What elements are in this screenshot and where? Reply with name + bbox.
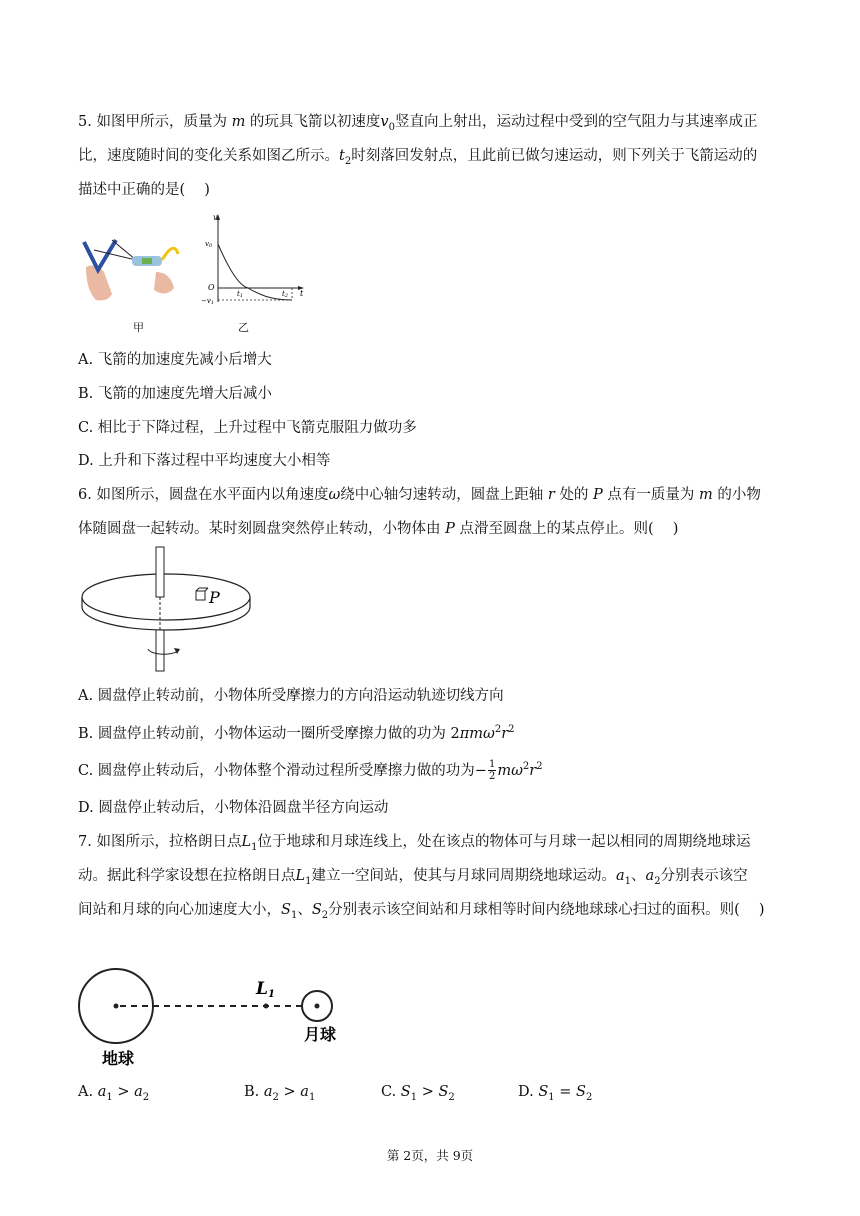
t2-label: t	[282, 290, 285, 298]
q6-option-a: A. 圆盘停止转动前，小物体所受摩擦力的方向沿运动轨迹切线方向	[78, 688, 504, 704]
q5-option-c: C. 相比于下降过程，上升过程中飞箭克服阻力做功多	[78, 420, 417, 436]
q6-option-d: D. 圆盘停止转动后，小物体沿圆盘半径方向运动	[78, 800, 389, 816]
svg-text:L1: L1	[256, 979, 275, 1000]
q7-option-b: B. $a_2 > a_1$	[244, 1084, 316, 1103]
q6-line-2: 体随圆盘一起转动。某时刻圆盘突然停止转动，小物体由 P 点滑至圆盘上的某点停止。则( )	[78, 521, 679, 537]
q5-option-a: A. 飞箭的加速度先减小后增大	[78, 352, 272, 368]
fig-caption-yi: 乙	[238, 321, 249, 334]
svg-text:−v1: −v1	[201, 297, 215, 306]
page-footer: 第 2页，共 9页	[386, 1148, 474, 1163]
slingshot-photo	[76, 222, 188, 302]
velocity-time-graph	[200, 212, 310, 308]
q6-option-c: C. 圆盘停止转动后，小物体整个滑动过程所受摩擦力做的功为− $\frac{1}{2}$ $m\omega^2r^2$	[78, 759, 543, 783]
q5-line-1: 5. 如图甲所示，质量为 m 的玩具飞箭以初速度$v_0$竖直向上射出，运动过程中受到的空气阻力与其速率成正	[78, 114, 758, 133]
q7-line-2: 动。据此科学家设想在拉格朗日点$L_1$建立一空间站，使其与月球同周期绕地球运动。$a_1$、$a_2$分别表示该空	[78, 868, 748, 887]
earth-label: 地球	[102, 1049, 135, 1068]
earth-moon-figure	[76, 968, 356, 1072]
v-axis-label: v	[213, 213, 218, 222]
q6-line-1: 6. 如图所示，圆盘在水平面内以角速度ω绕中心轴匀速转动，圆盘上距轴 r 处的 P 点有一质量为 m 的小物	[78, 487, 761, 503]
q5-option-b: B. 飞箭的加速度先增大后减小	[78, 386, 272, 402]
neg-v1-label: −v	[201, 297, 211, 305]
svg-text:t2: t2	[282, 290, 289, 299]
q6-option-b: B. 圆盘停止转动前，小物体运动一圈所受摩擦力做的功为 $2\pi m\omega^2r^2$	[78, 724, 515, 742]
rotating-disk-figure	[78, 545, 258, 680]
moon-label: 月球	[304, 1025, 337, 1044]
fig-caption-jia: 甲	[133, 321, 144, 334]
svg-text:t1: t1	[237, 290, 244, 299]
q7-line-3: 间站和月球的向心加速度大小，$S_1$、$S_2$分别表示该空间站和月球相等时间内绕地球球心扫过的面积。则( )	[78, 902, 765, 921]
q5-option-d: D. 上升和下落过程中平均速度大小相等	[78, 453, 331, 469]
origin-label: O	[208, 283, 215, 292]
point-P-label: P	[209, 588, 220, 607]
q7-option-d: D. $S_1 = S_2$	[518, 1084, 593, 1103]
t-axis-label: t	[300, 289, 304, 298]
q7-option-c: C. $S_1 > S_2$	[381, 1084, 455, 1103]
L1-label: L	[256, 979, 268, 999]
q5-line-3: 描述中正确的是( )	[78, 182, 210, 198]
t1-label: t	[237, 290, 240, 298]
svg-text:v0: v0	[205, 240, 213, 249]
q7-line-1: 7. 如图所示，拉格朗日点$L_1$位于地球和月球连线上，处在该点的物体可与月球一起以相同的周期绕地球运	[78, 834, 751, 853]
q7-option-a: A. $a_1 > a_2$	[78, 1084, 150, 1103]
q5-line-2: 比，速度随时间的变化关系如图乙所示。$t_2$时刻落回发射点，且此前已做匀速运动，则下列关于飞箭运动的	[78, 148, 758, 167]
v0-label: v	[205, 240, 209, 248]
